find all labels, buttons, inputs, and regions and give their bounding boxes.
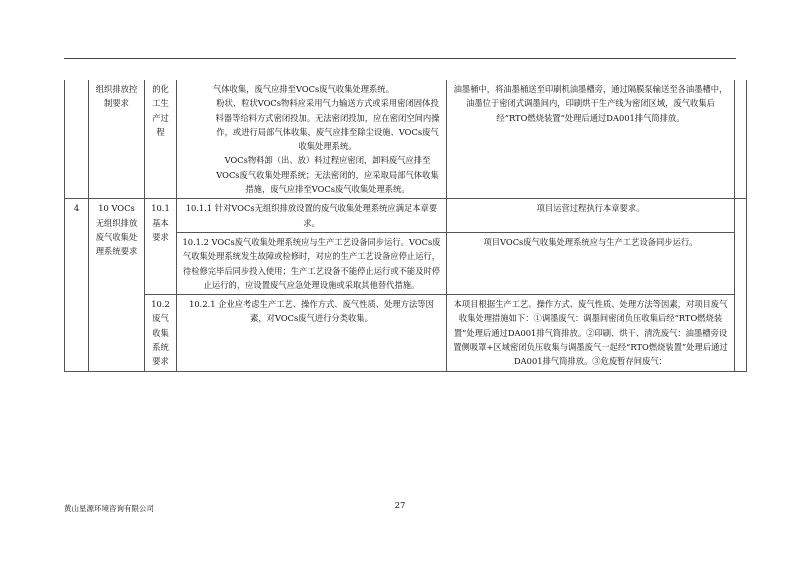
requirement-cell: 10.2.1 企业应考虑生产工艺、操作方式、废气性质、处理方法等因素，对VOCs废气进行分类收集。	[177, 295, 447, 371]
footer-company: 黄山星源环境咨询有限公司	[64, 504, 154, 513]
subcategory-cell: 10.1 基本要求	[145, 199, 177, 295]
status-cell: 油墨桶中，将油墨桶送至印刷机油墨槽旁，通过隔膜泵输送至各油墨槽中，油墨位于密闭式调墨间内，印刷烘干生产线为密闭区域，废气收集后经“RTO燃烧装置”处理后通过DA001排气筒排放。	[447, 80, 735, 199]
page-number: 27	[394, 501, 406, 511]
status-cell: 本项目根据生产工艺、操作方式、废气性质、处理方法等因素，对项目废气收集处理措施如下：①调墨废气：调墨间密闭负压收集后经“RTO燃烧装置”处理后通过DA001排气筒排放。②印刷、烘干、清洗废气：油墨槽旁设置侧吸罩+区域密闭负压收集与调墨废气一起经“RTO燃烧装置”处理后通过DA001排气筒排放。③危废暂存间废气：	[447, 295, 735, 371]
requirement-text: 粉状、粒状VOCs物料应采用气力输送方式或采用密闭固体投料器等给料方式密闭投加。无法密闭投加，应在密闭空间内操作，或进行局部气体收集，废气应排至除尘设施、VOCs废气收集处理系统。	[215, 98, 440, 152]
requirement-cell: 10.1.1 针对VOCs无组织排放设置的废气收集处理系统应满足本章要求。	[177, 199, 447, 233]
category-cell: 10 VOCs无组织排放废气收集处理系统要求	[89, 199, 145, 371]
status-cell: 项目VOCs废气收集处理系统应与生产工艺设备同步运行。	[447, 232, 735, 294]
subcategory-cell: 的化工生产过程	[145, 80, 177, 199]
table-row	[65, 199, 747, 233]
requirement-text: 气体收集，废气应排至VOCs废气收集处理系统。	[213, 84, 394, 94]
category-cell: 组织排放控制要求	[89, 80, 145, 199]
remark-cell	[735, 199, 747, 371]
subcategory-cell: 10.2 废气收集系统要求	[145, 295, 177, 371]
header-rule	[64, 58, 736, 59]
requirement-cell: 10.1.2 VOCs废气收集处理系统应与生产工艺设备同步运行。VOCs废气收集处理系统发生故障或检修时，对应的生产工艺设备应停止运行，待检修完毕后同步投入使用；生产工艺设备不能停止运行或不能及时停止运行的，应设置废气应急处理设施或采取其他替代措施。	[177, 232, 447, 294]
table-row	[65, 295, 747, 371]
requirement-text: VOCs物料卸（出、放）料过程应密闭，卸料废气应排至VOCs废气收集处理系统；无法密闭的，应采取局部气体收集措施，废气应排至VOCs废气收集处理系统。	[216, 155, 439, 195]
table-row	[65, 80, 747, 199]
requirement-cell	[177, 80, 447, 199]
compliance-table	[64, 80, 747, 372]
status-cell: 项目运营过程执行本章要求。	[447, 199, 735, 233]
no-cell	[65, 80, 89, 199]
remark-cell	[735, 80, 747, 199]
no-cell: 4	[65, 199, 89, 371]
